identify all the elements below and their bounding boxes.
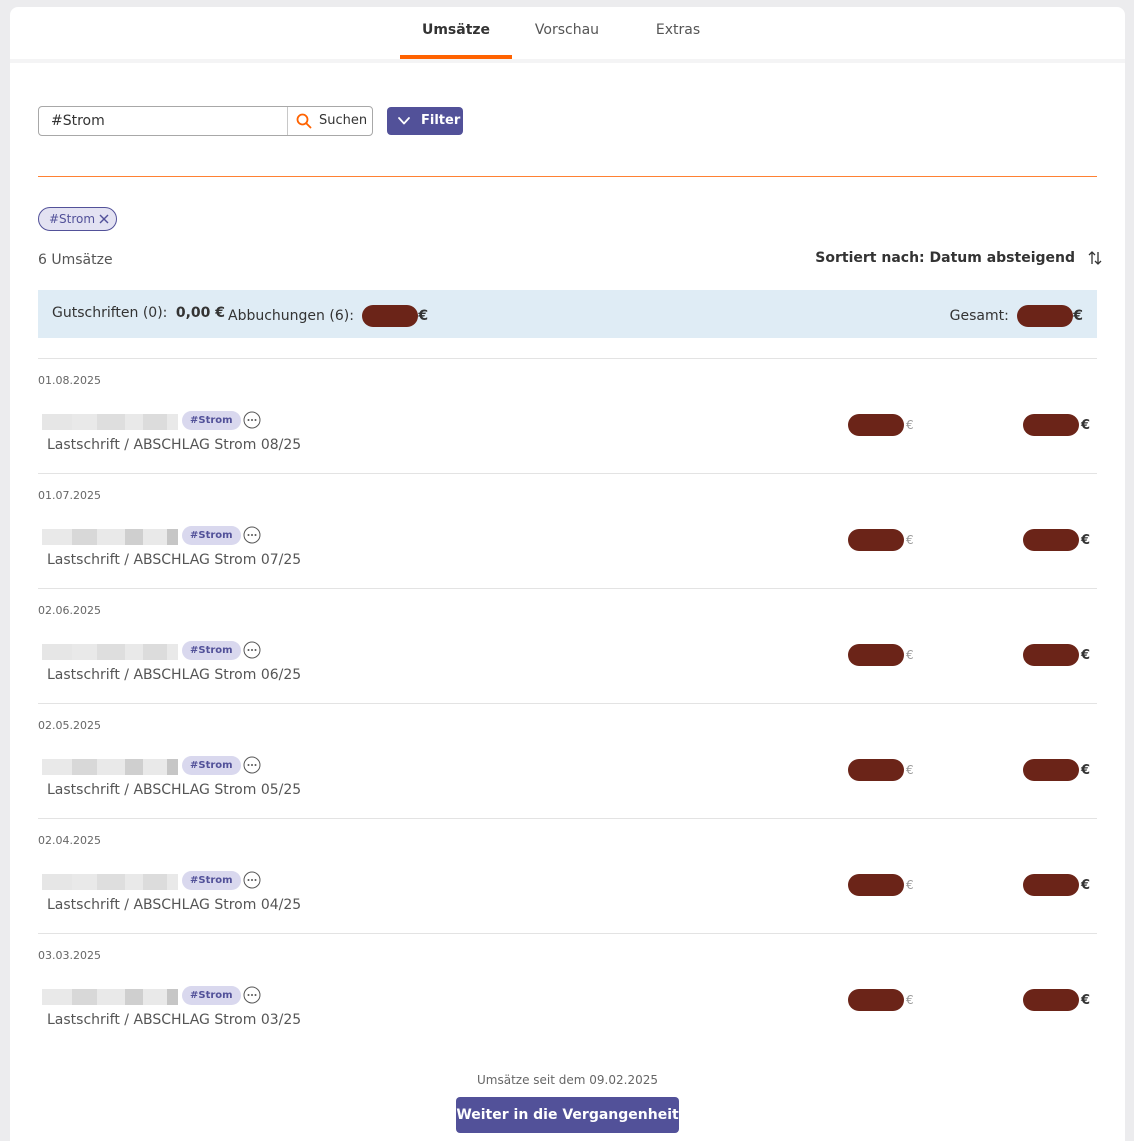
more-options-icon[interactable] — [243, 526, 261, 544]
transaction-tag[interactable]: #Strom — [182, 411, 241, 430]
tab-vorschau[interactable]: Vorschau — [534, 22, 600, 38]
history-range-text: Umsätze seit dem 09.02.2025 — [477, 1073, 658, 1087]
redacted-total-amount — [1017, 305, 1073, 327]
transaction-tag[interactable]: #Strom — [182, 526, 241, 545]
transaction-amount — [848, 414, 914, 436]
total-currency: € — [1073, 308, 1083, 324]
credits-value: 0,00 € — [175, 305, 226, 321]
transaction-amount — [848, 874, 914, 896]
section-divider — [38, 176, 1097, 177]
transaction-amount — [848, 644, 914, 666]
redacted-balance — [1023, 989, 1079, 1011]
search-input[interactable] — [39, 107, 287, 135]
transaction-amount — [848, 759, 914, 781]
transaction-row[interactable] — [38, 473, 1097, 589]
search-button[interactable] — [288, 107, 372, 135]
close-icon[interactable] — [98, 213, 110, 225]
total-summary — [950, 305, 1083, 327]
balance-currency: € — [1081, 877, 1091, 893]
search-button-label: Suchen — [319, 113, 368, 128]
redacted-amount — [848, 989, 904, 1011]
balance-currency: € — [1081, 647, 1091, 663]
chevron-down-icon — [397, 114, 411, 128]
redacted-amount — [848, 874, 904, 896]
transaction-date: 02.06.2025 — [38, 604, 101, 617]
balance-currency: € — [1081, 762, 1091, 778]
active-filter-chip[interactable] — [38, 207, 117, 231]
filter-button-label: Filter — [421, 113, 461, 128]
sort-control[interactable] — [815, 250, 1103, 266]
transaction-tag[interactable]: #Strom — [182, 641, 241, 660]
redacted-balance — [1023, 529, 1079, 551]
more-options-icon[interactable] — [243, 986, 261, 1004]
redacted-balance — [1023, 414, 1079, 436]
transaction-date: 02.05.2025 — [38, 719, 101, 732]
transaction-balance — [1023, 989, 1090, 1011]
transaction-balance — [1023, 529, 1090, 551]
transaction-description: Lastschrift / ABSCHLAG Strom 03/25 — [47, 1012, 302, 1028]
transaction-row[interactable] — [38, 703, 1097, 819]
transaction-row[interactable] — [38, 818, 1097, 934]
balance-currency: € — [1081, 992, 1091, 1008]
active-tab-indicator — [400, 55, 512, 59]
transaction-description: Lastschrift / ABSCHLAG Strom 06/25 — [47, 667, 302, 683]
sort-label: Sortiert nach: Datum absteigend — [815, 250, 1075, 266]
debits-currency: € — [418, 308, 429, 324]
transaction-row[interactable] — [38, 588, 1097, 704]
transaction-tag[interactable]: #Strom — [182, 986, 241, 1005]
redacted-counterparty — [42, 989, 178, 1005]
transaction-description: Lastschrift / ABSCHLAG Strom 08/25 — [47, 437, 302, 453]
transaction-balance — [1023, 414, 1090, 436]
credits-label: Gutschriften (0): — [52, 305, 168, 321]
amount-currency: € — [906, 533, 914, 547]
transaction-date: 01.07.2025 — [38, 489, 101, 502]
redacted-counterparty — [42, 529, 178, 545]
transaction-date: 02.04.2025 — [38, 834, 101, 847]
amount-currency: € — [906, 878, 914, 892]
redacted-balance — [1023, 644, 1079, 666]
summary-bar — [38, 290, 1097, 338]
redacted-counterparty — [42, 644, 178, 660]
search-box — [38, 106, 373, 136]
transaction-date: 03.03.2025 — [38, 949, 101, 962]
amount-currency: € — [906, 418, 914, 432]
transaction-tag[interactable]: #Strom — [182, 871, 241, 890]
filter-button[interactable] — [387, 107, 463, 135]
redacted-amount — [848, 644, 904, 666]
search-icon — [296, 113, 312, 129]
amount-currency: € — [906, 763, 914, 777]
amount-currency: € — [906, 648, 914, 662]
total-label: Gesamt: — [949, 308, 1009, 324]
redacted-balance — [1023, 759, 1079, 781]
transaction-row[interactable] — [38, 358, 1097, 474]
transaction-row[interactable] — [38, 933, 1097, 1049]
debits-label: Abbuchungen (6): — [228, 308, 354, 324]
redacted-amount — [848, 414, 904, 436]
more-options-icon[interactable] — [243, 641, 261, 659]
transaction-count: 6 Umsätze — [38, 252, 113, 268]
transaction-balance — [1023, 644, 1090, 666]
tab-extras[interactable]: Extras — [655, 22, 701, 38]
balance-currency: € — [1081, 417, 1091, 433]
transaction-balance — [1023, 874, 1090, 896]
more-options-icon[interactable] — [243, 411, 261, 429]
transaction-amount — [848, 529, 914, 551]
transaction-balance — [1023, 759, 1090, 781]
tab-umsaetze[interactable]: Umsätze — [421, 22, 491, 38]
tab-bar — [10, 7, 1125, 63]
load-older-button[interactable]: Weiter in die Vergangenheit — [456, 1097, 679, 1133]
redacted-debits-amount — [362, 305, 418, 327]
active-filter-label: #Strom — [49, 212, 96, 226]
transaction-tag[interactable]: #Strom — [182, 756, 241, 775]
balance-currency: € — [1081, 532, 1091, 548]
redacted-counterparty — [42, 414, 178, 430]
redacted-counterparty — [42, 759, 178, 775]
redacted-counterparty — [42, 874, 178, 890]
transaction-description: Lastschrift / ABSCHLAG Strom 05/25 — [47, 782, 302, 798]
more-options-icon[interactable] — [243, 871, 261, 889]
transaction-amount — [848, 989, 914, 1011]
debits-summary — [228, 305, 428, 327]
transaction-description: Lastschrift / ABSCHLAG Strom 04/25 — [47, 897, 302, 913]
redacted-amount — [848, 759, 904, 781]
credits-summary — [52, 305, 225, 321]
more-options-icon[interactable] — [243, 756, 261, 774]
transaction-date: 01.08.2025 — [38, 374, 101, 387]
amount-currency: € — [906, 993, 914, 1007]
sort-arrows-icon — [1087, 250, 1103, 266]
transactions-card — [10, 7, 1125, 1141]
redacted-balance — [1023, 874, 1079, 896]
transaction-description: Lastschrift / ABSCHLAG Strom 07/25 — [47, 552, 302, 568]
redacted-amount — [848, 529, 904, 551]
